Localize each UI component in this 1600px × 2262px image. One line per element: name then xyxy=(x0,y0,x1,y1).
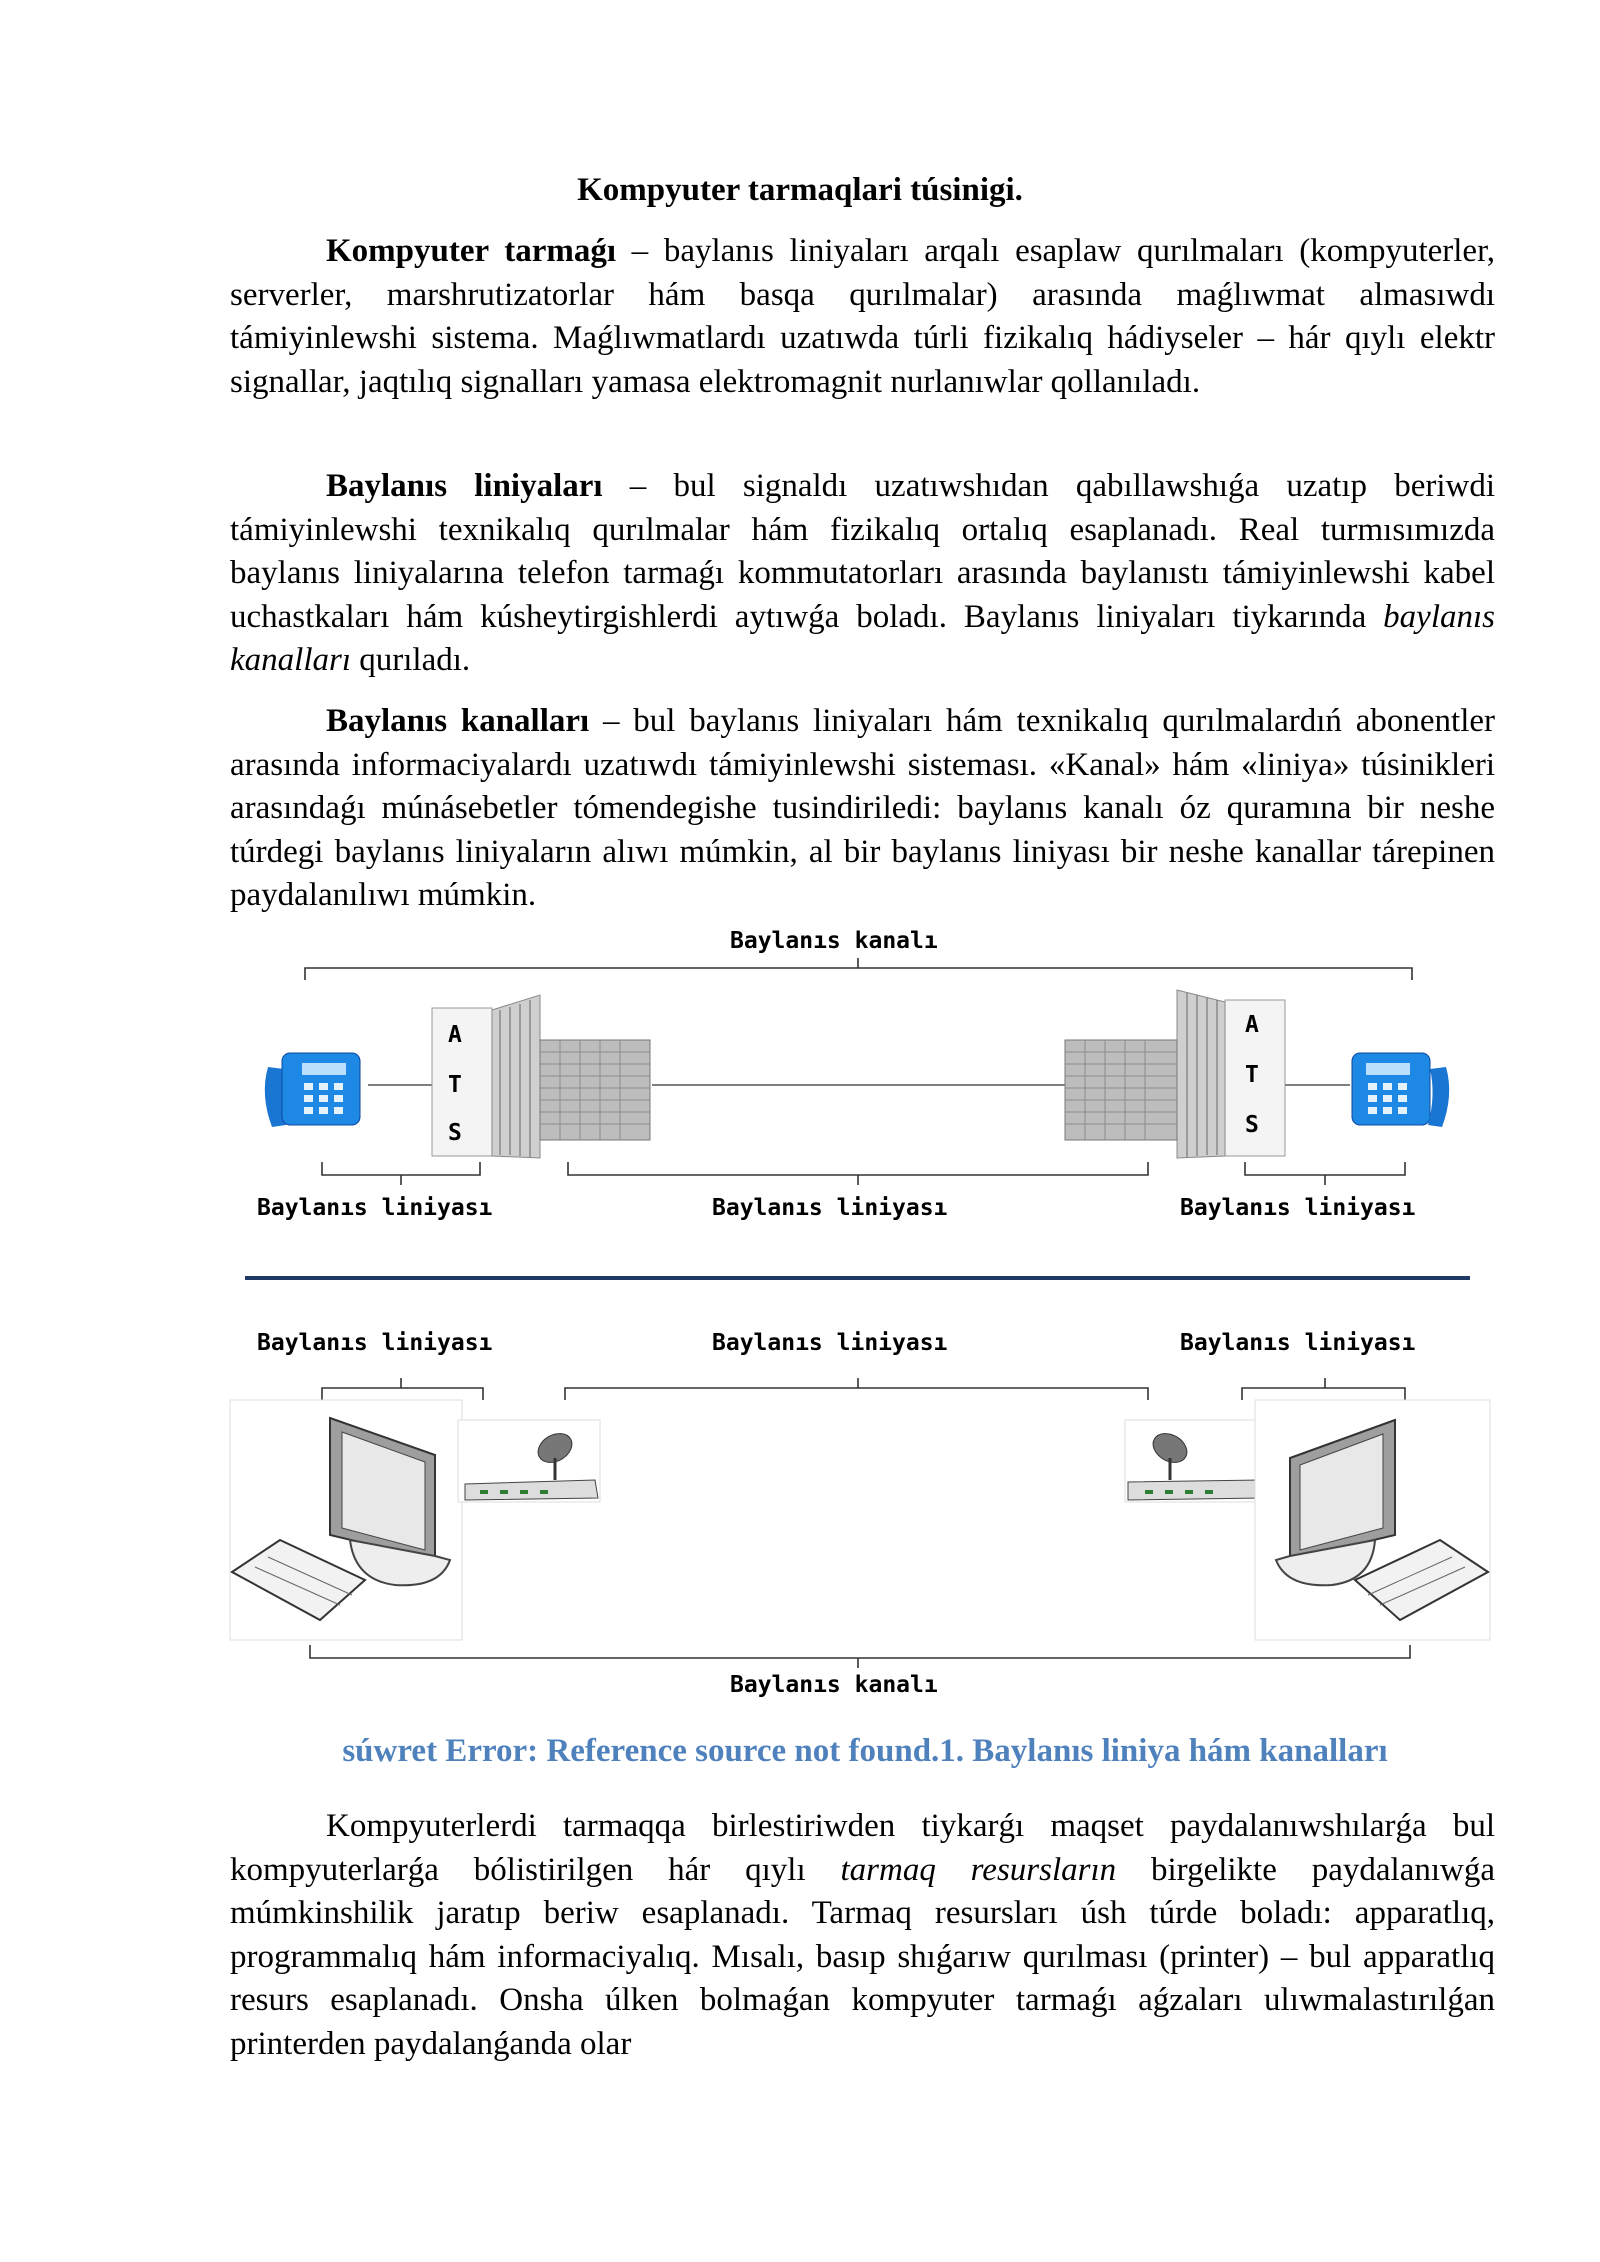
line-bracket-4 xyxy=(322,1378,483,1400)
term-network: Kompyuter tarmaǵı xyxy=(326,233,617,269)
italic-term: baylanıs kanalları xyxy=(230,598,1495,678)
line-bracket-5 xyxy=(565,1378,1148,1400)
channel-bracket-top xyxy=(305,958,1412,980)
computer-icon-left xyxy=(230,1400,462,1640)
term-channels: Baylanıs kanalları xyxy=(326,703,590,739)
computer-icon-right xyxy=(1255,1400,1490,1640)
line-label: Baylanıs liniyası xyxy=(1180,1195,1416,1221)
line-bracket-1 xyxy=(322,1162,480,1185)
line-label: Baylanıs liniyası xyxy=(712,1330,948,1356)
paragraph-network-resources xyxy=(230,1805,1495,2066)
italic-term: tarmaq resursların xyxy=(840,1851,1117,1888)
ats-letter: A xyxy=(1245,1012,1259,1038)
paragraph-text-tail: birgelikte paydalanıwǵa múmkinshilik jaratıp beriw esaplanadı. Tarmaq resursları úsh túrde boladı: apparatlıq, programmalıq hám informaciyalıq. Mısalı, basıp shıǵarıw qurılması (printer) – bul apparatlıq resurs esaplanadı. Onsha úlken bolmaǵan kompyuter tarmaǵı aǵzaları ulıwmalastırılǵan printerden paydalanǵanda olar xyxy=(230,1851,1495,2062)
ats-letter: A xyxy=(448,1022,462,1048)
ats-letter: S xyxy=(1245,1112,1259,1138)
channel-bracket-bottom xyxy=(310,1645,1410,1668)
paragraph-text: – bul signaldı uzatıwshıdan qabıllawshıǵa uzatıp beriwdi támiyinlewshi texnikalıq qurılmalar hám fizikalıq ortalıq esaplanadı. Real turmısımızda baylanıs liniyalarına telefon tarmaǵı kommutatorları arasında baylanıstı támiyinlewshi kabel uchastkaları hám kúsheytirgishlerdi aytıwǵa boladı. Baylanıs liniyaları tiykarında xyxy=(230,468,1495,635)
channel-label-top: Baylanıs kanalı xyxy=(730,928,938,954)
ats-letter: S xyxy=(448,1120,462,1146)
telephone-icon-right xyxy=(1352,1053,1449,1127)
telephone-icon-left xyxy=(265,1053,360,1127)
line-bracket-3 xyxy=(1245,1162,1405,1185)
line-label: Baylanıs liniyası xyxy=(712,1195,948,1221)
ats-switch-left xyxy=(432,995,650,1158)
line-label: Baylanıs liniyası xyxy=(257,1195,493,1221)
line-bracket-6 xyxy=(1242,1378,1405,1400)
paragraph-text: Kompyuterlerdi tarmaqqa birlestiriwden tiykarǵı maqset paydalanıwshılarǵa bul kompyuterlarǵa bólistirilgen hár qıylı xyxy=(230,1808,1495,1888)
paragraph-text: – bul baylanıs liniyaları hám texnikalıq qurılmalardıń abonentler arasında informaciyalardı uzatıwdı támiyinlewshi sisteması. «Kanal» hám «liniya» túsinikleri arasındaǵı múnásebetler tómendegishe tusindiriledi: baylanıs kanalı óz quramına bir neshe túrdegi baylanıs liniyaların alıwı múmkin, al bir baylanıs liniyası bir neshe kanallar tárepinen paydalanılıwı múmkin. xyxy=(230,703,1495,913)
line-label: Baylanıs liniyası xyxy=(257,1330,493,1356)
satellite-modem-icon-right xyxy=(1125,1420,1267,1502)
term-lines: Baylanıs liniyaları xyxy=(326,468,603,504)
paragraph-text-tail: qurıladı. xyxy=(351,642,471,678)
satellite-modem-icon-left xyxy=(458,1420,600,1502)
ats-letter: T xyxy=(448,1072,462,1098)
ats-letter: T xyxy=(1245,1062,1259,1088)
line-label: Baylanıs liniyası xyxy=(1180,1330,1416,1356)
channel-label-bottom: Baylanıs kanalı xyxy=(730,1672,938,1698)
figure-caption: súwret Error: Reference source not found.1. Baylanıs liniya hám kanalları xyxy=(342,1733,1388,1769)
line-bracket-2 xyxy=(568,1162,1148,1185)
paragraph-text: – baylanıs liniyaları arqalı esaplaw qurılmaları (kompyuterler, serverler, marshrutizatorlar hám basqa qurılmalar) arasında maǵlıwmat almasıwdı támiyinlewshi sistema. Maǵlıwmatlardı uzatıwda túrli fizikalıq hádiyseler – hár qıylı elektr signallar, jaqtılıq signalları yamasa elektromagnit nurlanıwlar qollanıladı. xyxy=(230,233,1495,400)
page-title: Kompyuter tarmaqlari túsinigi. xyxy=(577,172,1023,208)
